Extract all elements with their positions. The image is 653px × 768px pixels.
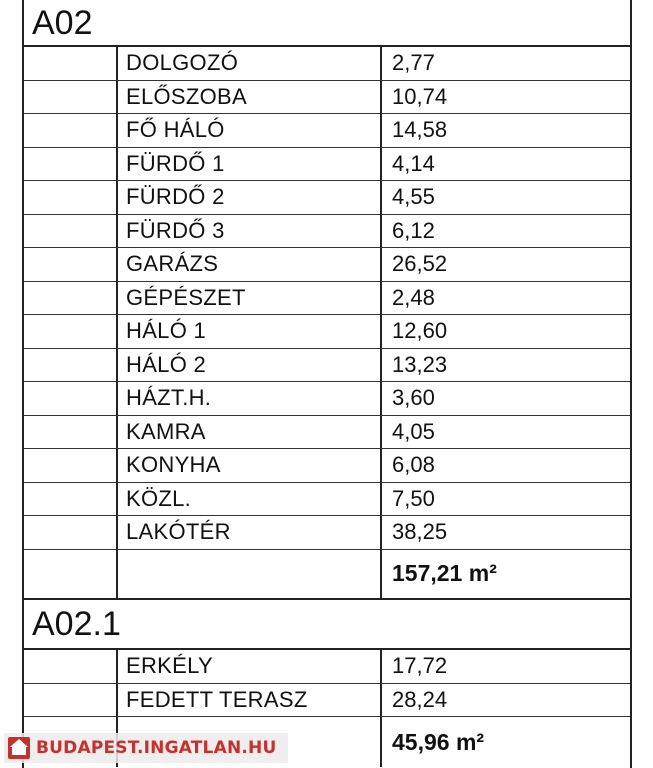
room-name: ERKÉLY: [118, 650, 382, 683]
room-name: HÁZT.H.: [118, 382, 382, 415]
section-title-text: A02: [32, 3, 93, 42]
table-row: [24, 248, 630, 282]
table-row: [24, 483, 630, 517]
room-name: GARÁZS: [118, 248, 382, 281]
room-name: KAMRA: [118, 416, 382, 449]
room-area: 4,05: [392, 418, 435, 444]
table-row: [24, 684, 630, 718]
room-name: KÖZL.: [118, 483, 382, 516]
room-area: 7,50: [392, 485, 435, 511]
room-name: FŐ HÁLÓ: [118, 114, 382, 147]
room-name: DOLGOZÓ: [118, 47, 382, 80]
room-area: 2,77: [392, 50, 435, 76]
room-area: 13,23: [392, 351, 448, 377]
section-title-a02: [24, 0, 630, 47]
room-area: 38,25: [392, 519, 448, 545]
section-title-a02-1: [24, 600, 630, 650]
room-area: 10,74: [392, 83, 448, 109]
room-area: 28,24: [392, 686, 448, 712]
site-watermark: [4, 733, 288, 763]
table-row: [24, 114, 630, 148]
room-name: ELŐSZOBA: [118, 81, 382, 114]
room-area: 4,55: [392, 184, 435, 210]
room-name: HÁLÓ 2: [118, 349, 382, 382]
table-row: [24, 650, 630, 684]
room-name: FÜRDŐ 3: [118, 215, 382, 248]
table-row: [24, 315, 630, 349]
table-row: [24, 516, 630, 550]
total-row: [24, 550, 630, 600]
room-area: 6,08: [392, 452, 435, 478]
house-icon: [8, 737, 30, 759]
table-row: [24, 449, 630, 483]
area-table-sheet: [22, 0, 632, 768]
room-area: 3,60: [392, 385, 435, 411]
section-total: 157,21 m²: [392, 560, 497, 586]
room-name: FEDETT TERASZ: [118, 684, 382, 717]
section-total: 45,96 m²: [392, 728, 485, 755]
table-row: [24, 349, 630, 383]
table-row: [24, 416, 630, 450]
room-name: LAKÓTÉR: [118, 516, 382, 549]
room-area: 4,14: [392, 150, 435, 176]
table-row: [24, 282, 630, 316]
watermark-text: BUDAPEST.INGATLAN.HU: [36, 738, 277, 758]
room-name: GÉPÉSZET: [118, 282, 382, 315]
table-row: [24, 382, 630, 416]
room-area: 2,48: [392, 284, 435, 310]
room-area: 26,52: [392, 251, 448, 277]
section-a02-rows: [24, 47, 630, 600]
table-row: [24, 81, 630, 115]
table-row: [24, 215, 630, 249]
table-row: [24, 148, 630, 182]
room-area: 17,72: [392, 653, 448, 679]
table-row: [24, 181, 630, 215]
room-name: HÁLÓ 1: [118, 315, 382, 348]
room-area: 6,12: [392, 217, 435, 243]
room-area: 12,60: [392, 318, 448, 344]
table-row: [24, 47, 630, 81]
room-name: FÜRDŐ 1: [118, 148, 382, 181]
section-title-text: A02.1: [32, 605, 121, 643]
room-name: KONYHA: [118, 449, 382, 482]
room-area: 14,58: [392, 117, 448, 143]
room-name: FÜRDŐ 2: [118, 181, 382, 214]
